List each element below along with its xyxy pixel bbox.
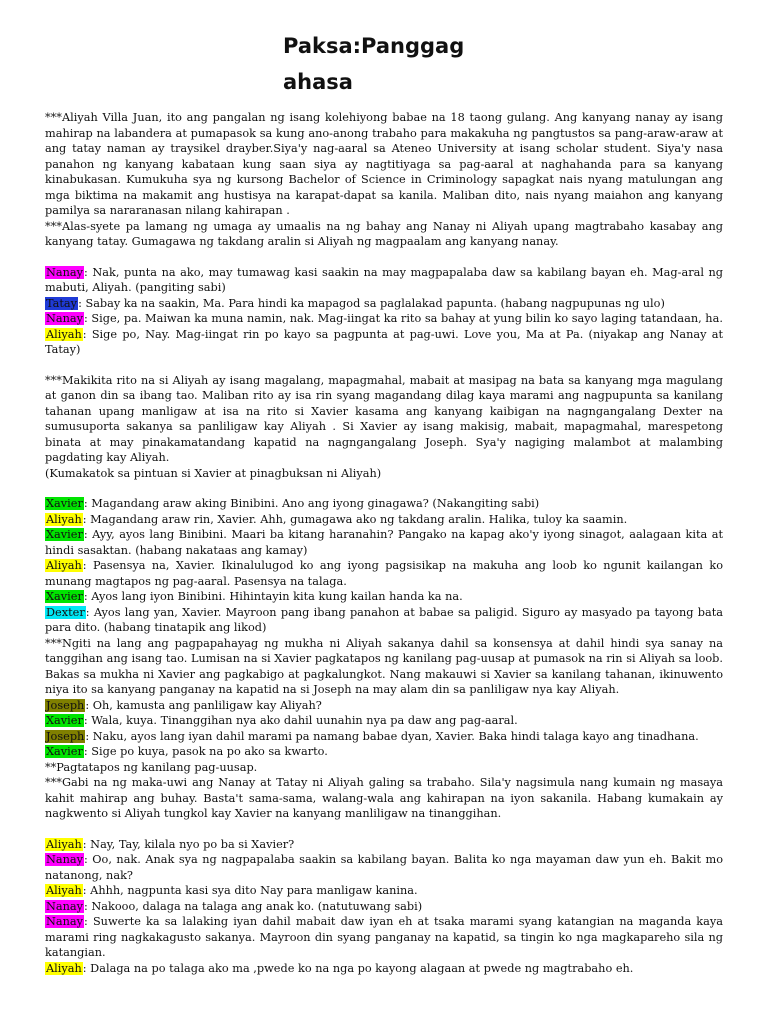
dialogue-line: [45, 852, 723, 883]
dialogue-text: : Ahhh, nagpunta kasi sya dito Nay para manligaw kanina.: [82, 884, 418, 897]
dialogue-line: [45, 527, 723, 558]
narration-paragraph: ***Aliyah Villa Juan, ito ang pangalan ng isang kolehiyong babae na 18 taong gulang. Ang kanyang nanay ay isang mahirap na labandera at pumapasok sa kung ano-anong trabaho para makakuha ng pangtustos sa pang-araw-araw at ang tatay naman ay traysikel drayber.Siya'y nag-aaral sa Ateneo University at isang scholar student. Siya'y nasa panahon ng kanyang kabataan kung saan siya ay nagtitiyaga sa pag-aaral at naghahanda para sa kanyang kinabukasan. Kumukuha sya ng kursong Bachelor of Science in Criminology sapagkat nais nyang matulungan ang mga biktima na makamit ang hustisya na karapat-dapat sa kanila. Maliban dito, nais nyang maiahon ang kanyang pamilya sa nararanasan nilang kahirapan .: [45, 111, 723, 217]
dialogue-line: [45, 698, 723, 714]
dialogue-line: [45, 883, 723, 899]
speaker-label-nanay: Nanay: [46, 312, 84, 325]
narration-paragraph: ***Alas-syete pa lamang ng umaga ay umaalis na ng bahay ang Nanay ni Aliyah upang magtrabaho kasabay ang kanyang tatay. Gumagawa ng takdang aralin si Aliyah ng magpaalam ang kanyang nanay.: [45, 219, 723, 248]
dialogue-text: : Ayy, ayos lang Binibini. Maari ba kitang haranahin? Pangako na kapag ako'y iyong sinagot, aalagaan kita at hindi sasaktan. (habang nakataas ang kamay): [45, 528, 723, 557]
paragraph-gap: [45, 358, 723, 373]
dialogue-line: [45, 311, 723, 327]
dialogue-text: : Dalaga na po talaga ako ma ,pwede ko na nga po kayong alagaan at pwede ng magtrabaho eh.: [82, 961, 634, 975]
dialogue-line: [45, 327, 723, 358]
speaker-label-xavier: Xavier: [46, 528, 83, 541]
narration-paragraph: ***Ngiti na lang ang pagpapahayag ng mukha ni Aliyah sakanya dahil sa konsensya at dahil hindi sya sanay na tanggihan ang isang tao. Lumisan na si Xavier pagkatapos ng kanilang pag-uusap at pumasok na rin si Aliyah sa loob. Bakas sa mukha ni Xavier ang pagkabigo at pagkalungkot. Nang makauwi si Xavier sa kanilang tahanan, ikinuwento niya ito sa kanyang panganay na kapatid na si Joseph na may alam din sa panliligaw nya kay Aliyah.: [45, 636, 723, 696]
speaker-label-joseph: Joseph: [46, 729, 85, 743]
speaker-label-aliyah: Aliyah: [46, 884, 82, 897]
dialogue-text: : Pasensya na, Xavier. Ikinalulugod ko ang iyong pagsisikap na makuha ang loob ko ngunit kailangan ko munang magtapos ng pag-aaral. Pasensya na talaga.: [45, 559, 723, 588]
speaker-label-xavier: Xavier: [46, 590, 83, 603]
page-title-line-1: Paksa:Panggag: [283, 34, 465, 58]
paragraph-gap: [45, 822, 723, 837]
page-title: [283, 28, 483, 100]
speaker-label-nanay: Nanay: [46, 915, 84, 928]
narration-paragraph: **Pagtatapos ng kanilang pag-uusap.: [45, 760, 258, 774]
dialogue-text: : Nak, punta na ako, may tumawag kasi saakin na may magpapalaba daw sa kabilang bayan eh. Mag-aral ng mabuti, Aliyah. (pangiting sabi): [45, 265, 723, 294]
dialogue-text: : Naku, ayos lang iyan dahil marami pa namang babae dyan, Xavier. Baka hindi talaga kayo ang tinadhana.: [85, 729, 699, 743]
dialogue-text: : Sige po kuya, pasok na po ako sa kwarto.: [83, 745, 328, 758]
speaker-label-aliyah: Aliyah: [46, 559, 82, 572]
speaker-label-tatay: Tatay: [46, 296, 78, 310]
dialogue-text: : Sige, pa. Maiwan ka muna namin, nak. Mag-iingat ka rito sa bahay at yung bilin ko sayo laging tatandaan, ha.: [84, 312, 723, 325]
dialogue-text: : Ayos lang iyon Binibini. Hihintayin kita kung kailan handa ka na.: [83, 590, 463, 603]
speaker-label-dexter: Dexter: [46, 605, 85, 619]
dialogue-text: : Nay, Tay, kilala nyo po ba si Xavier?: [82, 837, 295, 851]
dialogue-line: [45, 589, 723, 605]
speaker-label-aliyah: Aliyah: [46, 961, 82, 975]
speaker-label-xavier: Xavier: [46, 714, 83, 727]
dialogue-line: [45, 512, 723, 528]
speaker-label-aliyah: Aliyah: [46, 837, 82, 851]
document-body: [45, 110, 723, 976]
dialogue-text: : Wala, kuya. Tinanggihan nya ako dahil uunahin nya pa daw ang pag-aaral.: [83, 714, 518, 727]
dialogue-text: : Oo, nak. Anak sya ng nagpapalaba saakin sa kabilang bayan. Balita ko nga mayaman daw yun eh. Bakit mo natanong, nak?: [45, 853, 723, 882]
dialogue-text: : Nakooo, dalaga na talaga ang anak ko. (natutuwang sabi): [84, 899, 423, 913]
dialogue-line: [45, 713, 723, 729]
dialogue-line: [45, 914, 723, 961]
speaker-label-aliyah: Aliyah: [46, 327, 82, 341]
speaker-label-xavier: Xavier: [46, 497, 83, 510]
dialogue-text: : Magandang araw aking Binibini. Ano ang iyong ginagawa? (Nakangiting sabi): [83, 497, 540, 510]
speaker-label-xavier: Xavier: [46, 745, 83, 758]
paragraph-gap: [45, 481, 723, 496]
narration-paragraph: ***Gabi na ng maka-uwi ang Nanay at Tatay ni Aliyah galing sa trabaho. Sila'y nagsimula nang kumain ng masaya kahit mahirap ang buhay. Basta't sama-sama, walang-wala ang kahirapan na iyon sakanila. Habang kumakain ay nagkwento si Aliyah tungkol kay Xavier na kanyang manliligaw na tinanggihan.: [45, 776, 723, 820]
dialogue-text: : Suwerte ka sa lalaking iyan dahil mabait daw iyan eh at tsaka marami syang katangian na maganda kaya marami ring nagkakagusto sakanya. Mayroon din syang panganay na kapatid, sa tingin ko nga magkapareho sila ng katangian.: [45, 915, 723, 959]
dialogue-line: [45, 961, 723, 977]
dialogue-text: : Ayos lang yan, Xavier. Mayroon pang ibang panahon at babae sa paligid. Siguro ay masyado pa tayong bata para dito. (habang tinatapik ang likod): [45, 605, 723, 634]
narration-paragraph: (Kumakatok sa pintuan si Xavier at pinagbuksan ni Aliyah): [45, 466, 382, 480]
dialogue-line: [45, 558, 723, 589]
speaker-label-aliyah: Aliyah: [46, 512, 82, 526]
dialogue-text: : Sabay ka na saakin, Ma. Para hindi ka mapagod sa paglalakad papunta. (habang nagpupunas ng ulo): [78, 296, 665, 310]
dialogue-line: [45, 496, 723, 512]
dialogue-line: [45, 296, 723, 312]
page-title-line-2: ahasa: [283, 70, 353, 94]
dialogue-text: : Oh, kamusta ang panliligaw kay Aliyah?: [85, 698, 322, 712]
narration-paragraph: ***Makikita rito na si Aliyah ay isang magalang, mapagmahal, mabait at masipag na bata sa kanyang mga magulang at ganon din sa ibang tao. Maliban rito ay isa rin syang magandang dilag kaya marami ang nagpupunta sa kanilang tahanan upang manligaw at isa na rito si Xavier kasama ang kanyang kaibigan na nagngangalang Dexter na sumusuporta sakanya sa panliligaw kay Aliyah . Si Xavier ay isang makisig, mabait, mapagmahal, marespetong binata at may pinakamatandang kapatid na nagngangalang Joseph. Sya'y nagiging malambot at malambing pagdating kay Aliyah.: [45, 373, 723, 464]
speaker-label-nanay: Nanay: [46, 853, 84, 866]
speaker-label-joseph: Joseph: [46, 698, 85, 712]
dialogue-text: : Sige po, Nay. Mag-iingat rin po kayo sa pagpunta at pag-uwi. Love you, Ma at Pa. (niyakap ang Nanay at Tatay): [45, 327, 723, 356]
speaker-label-nanay: Nanay: [46, 265, 84, 279]
paragraph-gap: [45, 250, 723, 265]
dialogue-line: [45, 837, 723, 853]
dialogue-line: [45, 744, 723, 760]
dialogue-line: [45, 729, 723, 745]
speaker-label-nanay: Nanay: [46, 899, 84, 913]
dialogue-line: [45, 265, 723, 296]
dialogue-line: [45, 605, 723, 636]
dialogue-line: [45, 899, 723, 915]
dialogue-text: : Magandang araw rin, Xavier. Ahh, gumagawa ako ng takdang aralin. Halika, tuloy ka saamin.: [82, 512, 628, 526]
